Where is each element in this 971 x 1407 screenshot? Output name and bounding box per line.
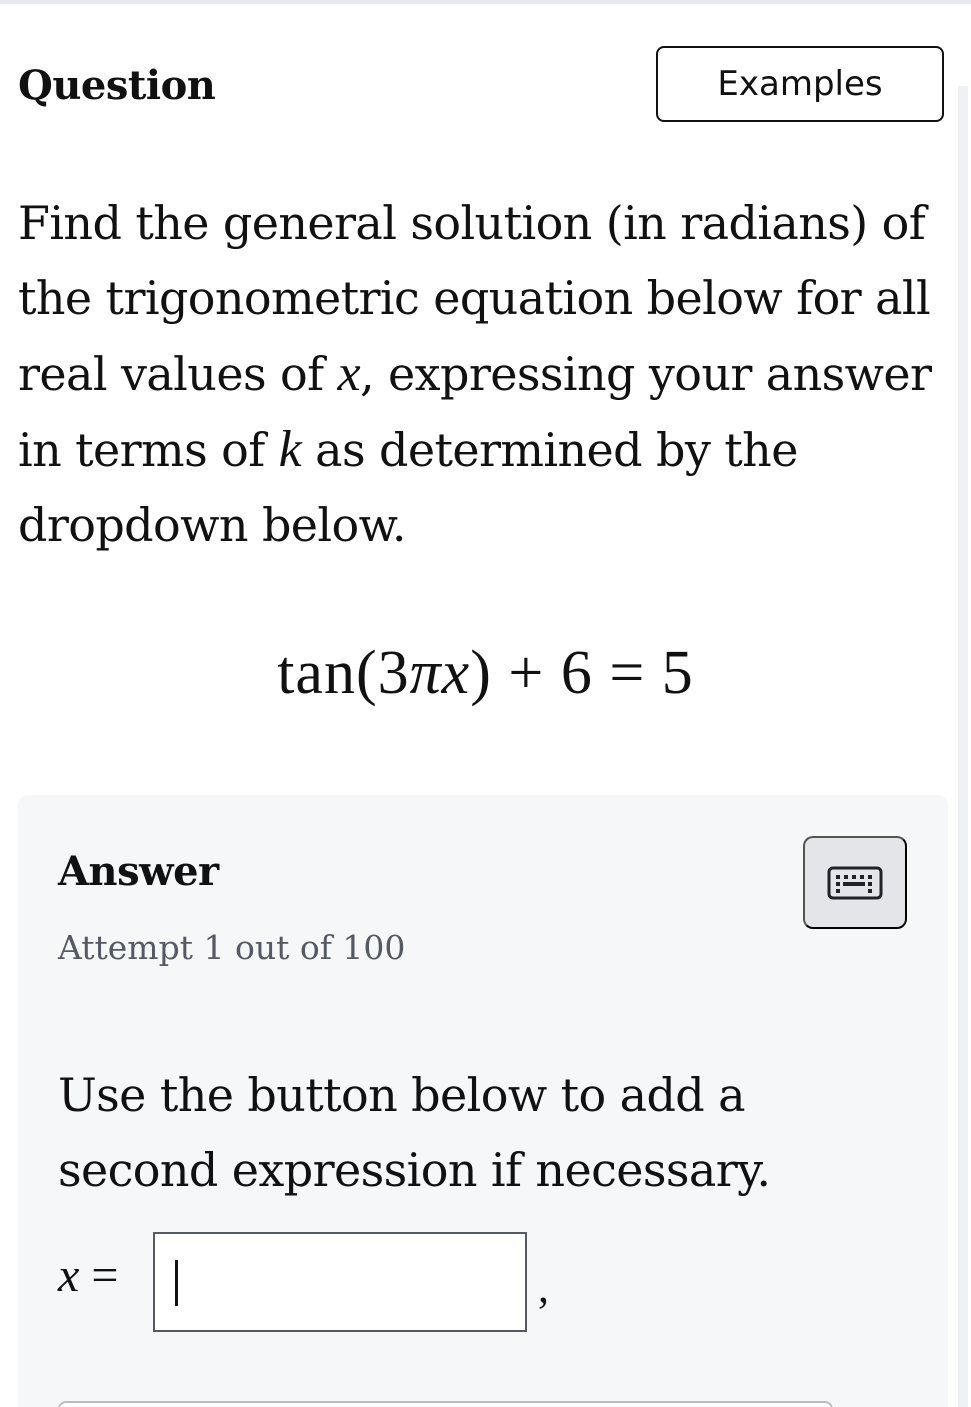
examples-button[interactable]: Examples	[656, 46, 944, 122]
equation-function: tan	[277, 639, 356, 707]
question-text-part-2: , expressing your answer in terms of	[18, 347, 932, 477]
scrollbar-track[interactable]	[958, 86, 968, 1407]
top-divider	[0, 0, 971, 4]
question-heading: Question	[18, 62, 216, 109]
attempt-counter: Attempt 1 out of 100	[58, 928, 406, 967]
equation-pi: π	[409, 639, 442, 707]
equation-open: (3	[355, 639, 410, 707]
keyboard-button[interactable]	[803, 836, 907, 929]
keyboard-icon	[827, 866, 883, 900]
answer-heading: Answer	[58, 848, 219, 895]
question-text	[18, 186, 948, 563]
equation-rest: ) + 6 = 5	[470, 639, 694, 707]
answer-variable: x	[58, 1249, 80, 1302]
answer-variable-label	[58, 1248, 118, 1303]
expression-separator: ,	[538, 1263, 549, 1312]
text-caret	[175, 1260, 178, 1306]
question-text-part-3: as determined by the dropdown below.	[18, 423, 798, 552]
variable-x: x	[337, 345, 360, 402]
equals-sign: =	[91, 1249, 119, 1302]
instruction-text: Use the button below to add a second expression if necessary.	[58, 1068, 771, 1197]
add-expression-button[interactable]	[58, 1401, 833, 1407]
question-text-part-1: Find the general solution (in radians) of the trigonometric equation below for all real values of	[18, 196, 931, 401]
variable-k: k	[278, 421, 302, 478]
trig-equation	[0, 638, 971, 709]
answer-input[interactable]	[153, 1232, 527, 1332]
equation-x: x	[441, 639, 471, 707]
